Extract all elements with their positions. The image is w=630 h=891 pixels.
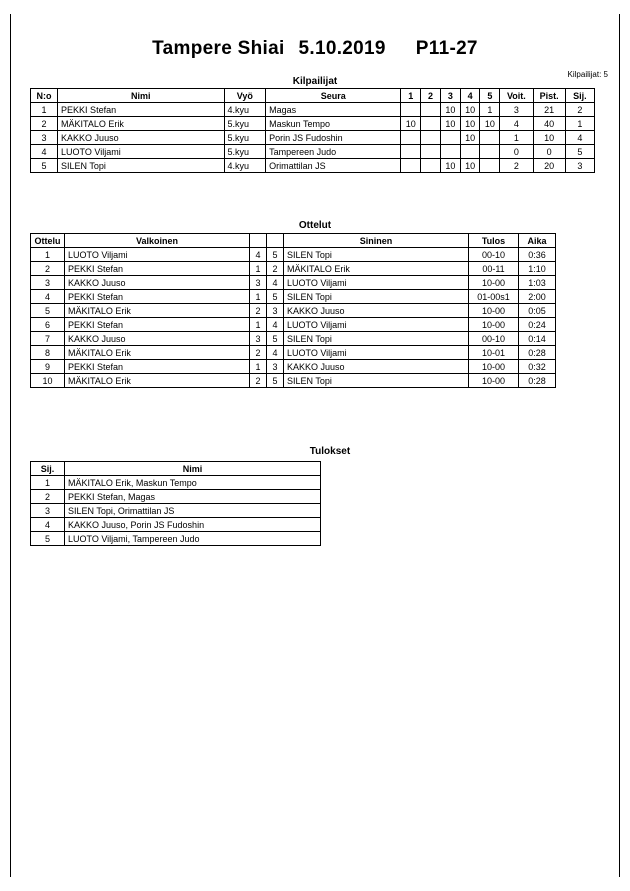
cell-result: 10-00: [469, 304, 519, 318]
cell-blue-no: 2: [267, 262, 284, 276]
cell-time: 0:28: [519, 374, 556, 388]
cell-blue: KAKKO Juuso: [284, 304, 469, 318]
cell-no: 5: [31, 159, 58, 173]
cell-time: 0:24: [519, 318, 556, 332]
cell-result: 00-10: [469, 332, 519, 346]
cell-white-no: 3: [250, 332, 267, 346]
cell-m4: [460, 145, 480, 159]
col-blue-no: [267, 234, 284, 248]
cell-time: 0:36: [519, 248, 556, 262]
cell-white: LUOTO Viljami: [65, 248, 250, 262]
cell-club: Maskun Tempo: [266, 117, 401, 131]
cell-no: 1: [31, 103, 58, 117]
table-row: [31, 145, 595, 159]
cell-result-rank: 4: [31, 518, 65, 532]
col-result-name: Nimi: [65, 462, 321, 476]
results-header-row: [31, 462, 321, 476]
cell-blue: SILEN Topi: [284, 374, 469, 388]
cell-belt: 4.kyu: [224, 159, 266, 173]
cell-white-no: 4: [250, 248, 267, 262]
cell-m4: 10: [460, 103, 480, 117]
cell-match-no: 9: [31, 360, 65, 374]
cell-time: 1:03: [519, 276, 556, 290]
title-event: Tampere Shiai: [152, 38, 285, 59]
cell-name: KAKKO Juuso: [58, 131, 224, 145]
cell-blue-no: 5: [267, 290, 284, 304]
table-row: [31, 318, 556, 332]
cell-white: PEKKI Stefan: [65, 360, 250, 374]
cell-no: 3: [31, 131, 58, 145]
table-row: [31, 262, 556, 276]
cell-blue-no: 3: [267, 304, 284, 318]
cell-match-no: 4: [31, 290, 65, 304]
cell-no: 2: [31, 117, 58, 131]
cell-blue: SILEN Topi: [284, 290, 469, 304]
cell-time: 0:28: [519, 346, 556, 360]
col-no: N:o: [31, 89, 58, 103]
table-row: [31, 159, 595, 173]
table-row: [31, 476, 321, 490]
cell-blue-no: 4: [267, 318, 284, 332]
cell-blue: SILEN Topi: [284, 332, 469, 346]
cell-m2: [421, 131, 441, 145]
col-rank: Sij.: [565, 89, 594, 103]
cell-result-name: KAKKO Juuso, Porin JS Fudoshin: [65, 518, 321, 532]
table-row: [31, 290, 556, 304]
cell-white-no: 2: [250, 374, 267, 388]
cell-white: KAKKO Juuso: [65, 332, 250, 346]
cell-m2: [421, 159, 441, 173]
cell-white: MÄKITALO Erik: [65, 374, 250, 388]
cell-result-rank: 2: [31, 490, 65, 504]
cell-belt: 5.kyu: [224, 131, 266, 145]
cell-m3: 10: [440, 117, 460, 131]
cell-result: 10-00: [469, 318, 519, 332]
cell-match-no: 1: [31, 248, 65, 262]
cell-white-no: 1: [250, 290, 267, 304]
competitors-header-row: [31, 89, 595, 103]
cell-points: 40: [533, 117, 565, 131]
cell-m4: 10: [460, 117, 480, 131]
cell-match-no: 5: [31, 304, 65, 318]
table-row: [31, 131, 595, 145]
cell-blue-no: 5: [267, 332, 284, 346]
cell-result-name: LUOTO Viljami, Tampereen Judo: [65, 532, 321, 546]
cell-result-rank: 1: [31, 476, 65, 490]
cell-wins: 2: [500, 159, 533, 173]
col-wins: Voit.: [500, 89, 533, 103]
competitor-count: Kilpailijat: 5: [567, 70, 608, 79]
cell-m2: [421, 145, 441, 159]
cell-blue: LUOTO Viljami: [284, 346, 469, 360]
results-heading-wrap: [0, 441, 630, 459]
cell-m3: 10: [440, 159, 460, 173]
cell-white-no: 1: [250, 318, 267, 332]
cell-m1: [401, 131, 421, 145]
cell-result: 10-00: [469, 374, 519, 388]
cell-wins: 3: [500, 103, 533, 117]
cell-white: PEKKI Stefan: [65, 290, 250, 304]
col-m3: 3: [440, 89, 460, 103]
col-white-no: [250, 234, 267, 248]
table-row: [31, 532, 321, 546]
cell-name: PEKKI Stefan: [58, 103, 224, 117]
cell-m4: 10: [460, 131, 480, 145]
cell-time: 1:10: [519, 262, 556, 276]
results-table: [30, 461, 321, 546]
cell-blue: SILEN Topi: [284, 248, 469, 262]
cell-match-no: 2: [31, 262, 65, 276]
cell-white-no: 2: [250, 346, 267, 360]
cell-result: 10-00: [469, 276, 519, 290]
cell-result-rank: 3: [31, 504, 65, 518]
cell-blue-no: 4: [267, 346, 284, 360]
table-row: [31, 276, 556, 290]
cell-m3: 10: [440, 103, 460, 117]
page-title: [0, 0, 630, 60]
cell-white: MÄKITALO Erik: [65, 346, 250, 360]
table-row: [31, 360, 556, 374]
cell-wins: 4: [500, 117, 533, 131]
col-belt: Vyö: [224, 89, 266, 103]
cell-points: 21: [533, 103, 565, 117]
cell-name: MÄKITALO Erik: [58, 117, 224, 131]
cell-club: Porin JS Fudoshin: [266, 131, 401, 145]
cell-result: 00-10: [469, 248, 519, 262]
cell-m1: [401, 145, 421, 159]
table-row: [31, 518, 321, 532]
cell-m3: [440, 145, 460, 159]
cell-belt: 5.kyu: [224, 145, 266, 159]
cell-club: Tampereen Judo: [266, 145, 401, 159]
cell-result-rank: 5: [31, 532, 65, 546]
col-result: Tulos: [469, 234, 519, 248]
matches-header-row: [31, 234, 556, 248]
cell-time: 2:00: [519, 290, 556, 304]
cell-blue: MÄKITALO Erik: [284, 262, 469, 276]
table-row: [31, 117, 595, 131]
cell-match-no: 3: [31, 276, 65, 290]
cell-white-no: 3: [250, 276, 267, 290]
cell-time: 0:14: [519, 332, 556, 346]
cell-points: 0: [533, 145, 565, 159]
cell-m4: 10: [460, 159, 480, 173]
cell-result-name: PEKKI Stefan, Magas: [65, 490, 321, 504]
cell-rank: 4: [565, 131, 594, 145]
cell-white: PEKKI Stefan: [65, 318, 250, 332]
cell-m5: 1: [480, 103, 500, 117]
cell-m5: [480, 145, 500, 159]
col-time: Aika: [519, 234, 556, 248]
table-row: [31, 332, 556, 346]
col-name: Nimi: [58, 89, 224, 103]
cell-m5: 10: [480, 117, 500, 131]
col-m2: 2: [421, 89, 441, 103]
col-white: Valkoinen: [65, 234, 250, 248]
cell-result-name: MÄKITALO Erik, Maskun Tempo: [65, 476, 321, 490]
table-row: [31, 490, 321, 504]
col-m1: 1: [401, 89, 421, 103]
cell-white-no: 1: [250, 360, 267, 374]
cell-name: LUOTO Viljami: [58, 145, 224, 159]
cell-result: 01-00s1: [469, 290, 519, 304]
table-row: [31, 103, 595, 117]
cell-rank: 1: [565, 117, 594, 131]
cell-time: 0:32: [519, 360, 556, 374]
cell-points: 20: [533, 159, 565, 173]
cell-match-no: 7: [31, 332, 65, 346]
competitors-heading: Kilpailijat: [292, 76, 338, 87]
cell-name: SILEN Topi: [58, 159, 224, 173]
cell-white: KAKKO Juuso: [65, 276, 250, 290]
cell-result-name: SILEN Topi, Orimattilan JS: [65, 504, 321, 518]
cell-blue-no: 5: [267, 374, 284, 388]
cell-white: PEKKI Stefan: [65, 262, 250, 276]
cell-white-no: 2: [250, 304, 267, 318]
cell-result: 00-11: [469, 262, 519, 276]
cell-rank: 3: [565, 159, 594, 173]
cell-blue: LUOTO Viljami: [284, 318, 469, 332]
cell-time: 0:05: [519, 304, 556, 318]
competitors-table: [30, 88, 595, 173]
cell-result: 10-00: [469, 360, 519, 374]
cell-result: 10-01: [469, 346, 519, 360]
matches-table: [30, 233, 556, 388]
col-match-no: Ottelu: [31, 234, 65, 248]
table-row: [31, 248, 556, 262]
cell-club: Orimattilan JS: [266, 159, 401, 173]
cell-blue-no: 3: [267, 360, 284, 374]
cell-m3: [440, 131, 460, 145]
cell-club: Magas: [266, 103, 401, 117]
matches-heading: Ottelut: [298, 220, 332, 231]
col-points: Pist.: [533, 89, 565, 103]
cell-match-no: 6: [31, 318, 65, 332]
cell-m5: [480, 159, 500, 173]
cell-m1: 10: [401, 117, 421, 131]
col-club: Seura: [266, 89, 401, 103]
col-m4: 4: [460, 89, 480, 103]
col-m5: 5: [480, 89, 500, 103]
col-result-rank: Sij.: [31, 462, 65, 476]
results-heading: Tulokset: [309, 446, 351, 457]
cell-belt: 4.kyu: [224, 103, 266, 117]
cell-m1: [401, 159, 421, 173]
cell-rank: 2: [565, 103, 594, 117]
cell-white-no: 1: [250, 262, 267, 276]
cell-rank: 5: [565, 145, 594, 159]
table-row: [31, 304, 556, 318]
cell-points: 10: [533, 131, 565, 145]
title-date: 5.10.2019: [298, 38, 386, 59]
cell-belt: 5.kyu: [224, 117, 266, 131]
cell-no: 4: [31, 145, 58, 159]
cell-m5: [480, 131, 500, 145]
cell-blue: KAKKO Juuso: [284, 360, 469, 374]
col-blue: Sininen: [284, 234, 469, 248]
cell-white: MÄKITALO Erik: [65, 304, 250, 318]
cell-blue-no: 4: [267, 276, 284, 290]
cell-m1: [401, 103, 421, 117]
table-row: [31, 504, 321, 518]
table-row: [31, 346, 556, 360]
cell-wins: 1: [500, 131, 533, 145]
cell-blue: LUOTO Viljami: [284, 276, 469, 290]
cell-match-no: 8: [31, 346, 65, 360]
cell-m2: [421, 117, 441, 131]
table-row: [31, 374, 556, 388]
cell-match-no: 10: [31, 374, 65, 388]
cell-blue-no: 5: [267, 248, 284, 262]
title-class: P11-27: [415, 38, 478, 59]
cell-m2: [421, 103, 441, 117]
cell-wins: 0: [500, 145, 533, 159]
